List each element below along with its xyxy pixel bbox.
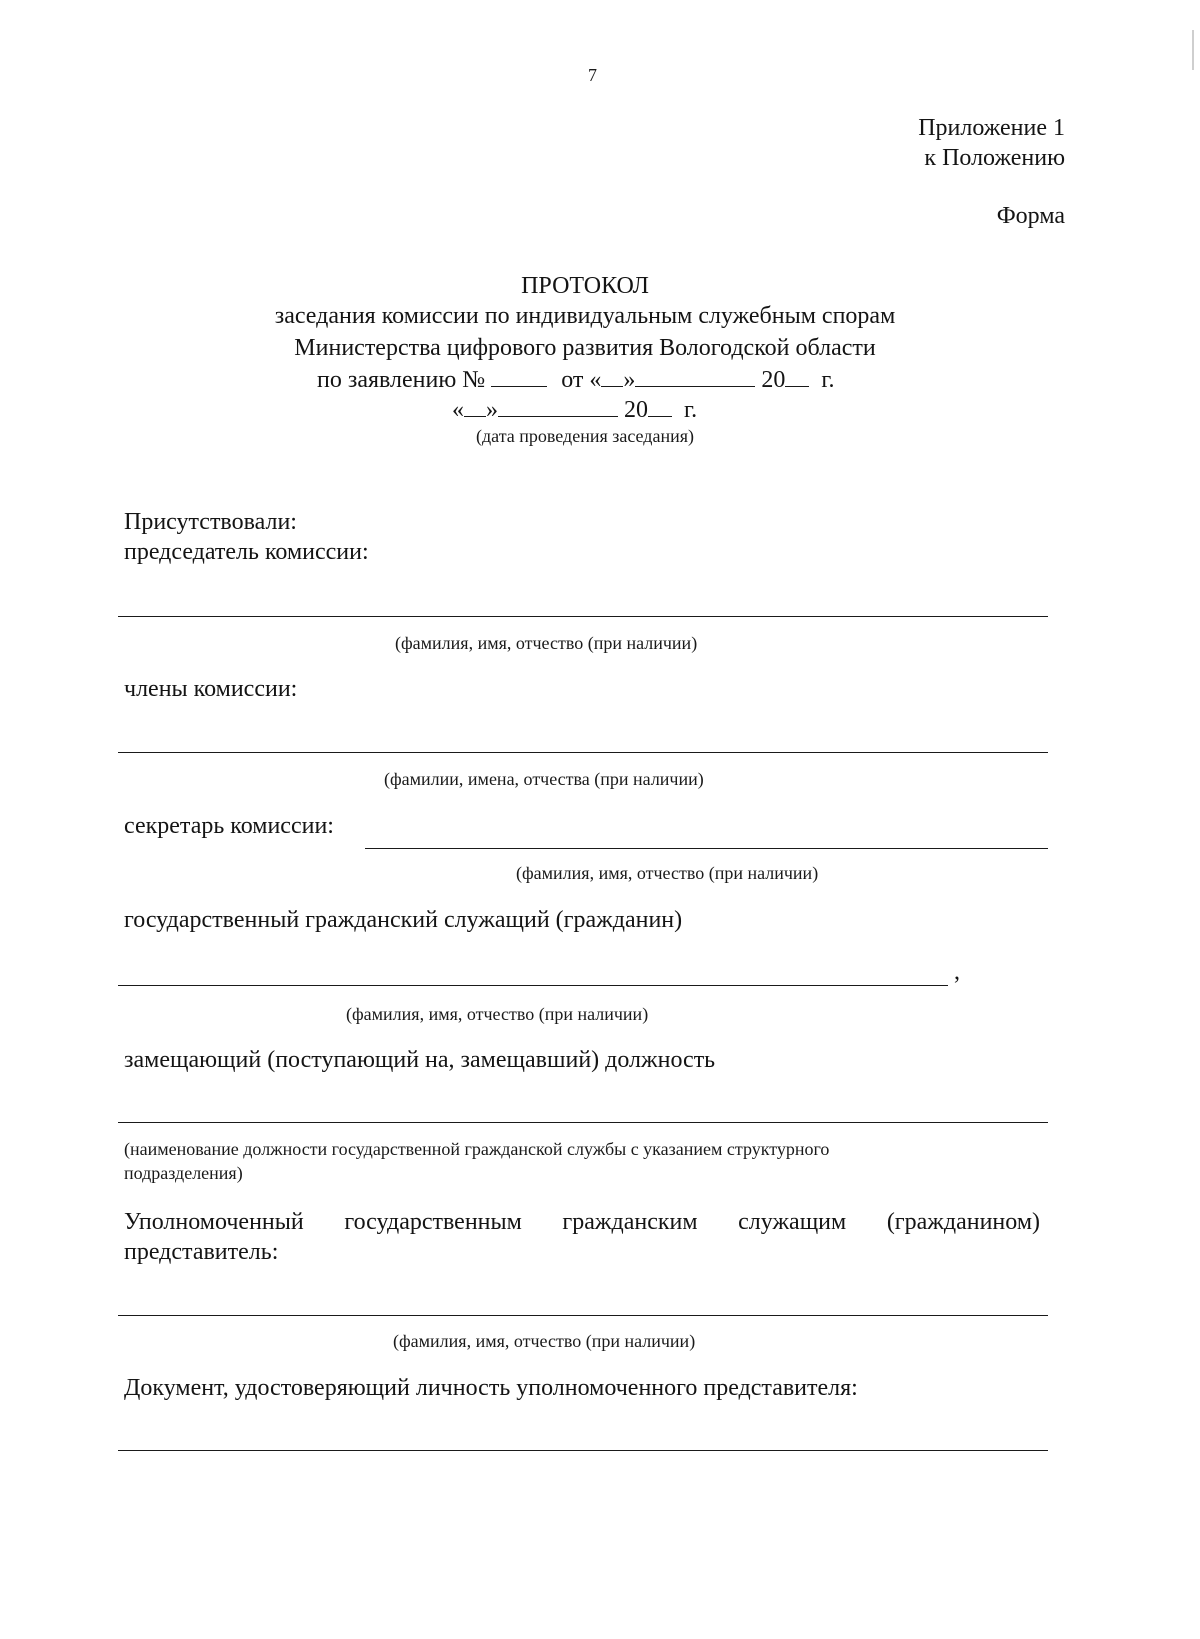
present-label: Присутствовали: (124, 509, 297, 535)
position-caption-line1: (наименование должности государственной гражданской службы с указанием структурного (124, 1139, 830, 1159)
protocol-subtitle-line2: Министерства цифрового развития Вологодской области (294, 335, 876, 361)
application-quote-close: » (623, 367, 636, 393)
application-year-blank[interactable] (785, 364, 809, 387)
date-g: г. (684, 397, 698, 423)
position-line[interactable] (118, 1122, 1048, 1123)
date-year-blank[interactable] (648, 394, 672, 417)
secretary-caption: (фамилия, имя, отчество (при наличии) (516, 863, 819, 883)
form-label: Форма (996, 203, 1065, 229)
date-year: 20 (624, 397, 648, 423)
application-from: от « (561, 367, 602, 393)
representative-name-line[interactable] (118, 1315, 1048, 1316)
position-caption-line2: подразделения) (124, 1163, 243, 1183)
representative-label-line2: представитель: (124, 1239, 279, 1265)
date-caption: (дата проведения заседания) (476, 426, 694, 446)
application-prefix: по заявлению № (317, 367, 486, 393)
chair-name-line[interactable] (118, 616, 1048, 617)
servant-comma: , (954, 959, 960, 985)
protocol-subtitle-line1: заседания комиссии по индивидуальным служебным спорам (274, 303, 896, 329)
protocol-heading: ПРОТОКОЛ (521, 273, 649, 299)
application-year: 20 (761, 367, 786, 393)
chair-label: председатель комиссии: (124, 539, 369, 565)
application-line (317, 364, 835, 394)
date-quote-close: » (486, 397, 498, 423)
meeting-date-line (452, 394, 697, 424)
page-number: 7 (588, 65, 597, 85)
date-month-blank[interactable] (498, 394, 618, 417)
chair-caption: (фамилия, имя, отчество (при наличии) (395, 633, 698, 653)
application-day-blank[interactable] (601, 364, 623, 387)
members-caption: (фамилии, имена, отчества (при наличии) (384, 769, 704, 789)
position-label: замещающий (поступающий на, замещавший) должность (124, 1047, 716, 1073)
application-g: г. (821, 367, 835, 393)
servant-caption: (фамилия, имя, отчество (при наличии) (346, 1004, 649, 1024)
application-number-blank[interactable] (491, 364, 547, 387)
regulation-label: к Положению (924, 145, 1065, 171)
document-line[interactable] (118, 1450, 1048, 1451)
servant-name-line[interactable] (118, 985, 948, 986)
secretary-name-line[interactable] (365, 848, 1048, 849)
representative-caption: (фамилия, имя, отчество (при наличии) (393, 1331, 696, 1351)
date-quote-open: « (452, 397, 464, 423)
date-day-blank[interactable] (464, 394, 486, 417)
representative-label-line1: Уполномоченный государственным гражданским служащим (гражданином) (124, 1209, 1040, 1235)
scan-edge-mark (1192, 30, 1194, 70)
application-month-blank[interactable] (635, 364, 755, 387)
appendix-label: Приложение 1 (918, 115, 1065, 141)
servant-label: государственный гражданский служащий (гражданин) (124, 907, 683, 933)
document-label: Документ, удостоверяющий личность уполномоченного представителя: (124, 1375, 858, 1401)
members-label: члены комиссии: (124, 676, 298, 702)
members-names-line[interactable] (118, 752, 1048, 753)
secretary-label: секретарь комиссии: (124, 813, 334, 839)
